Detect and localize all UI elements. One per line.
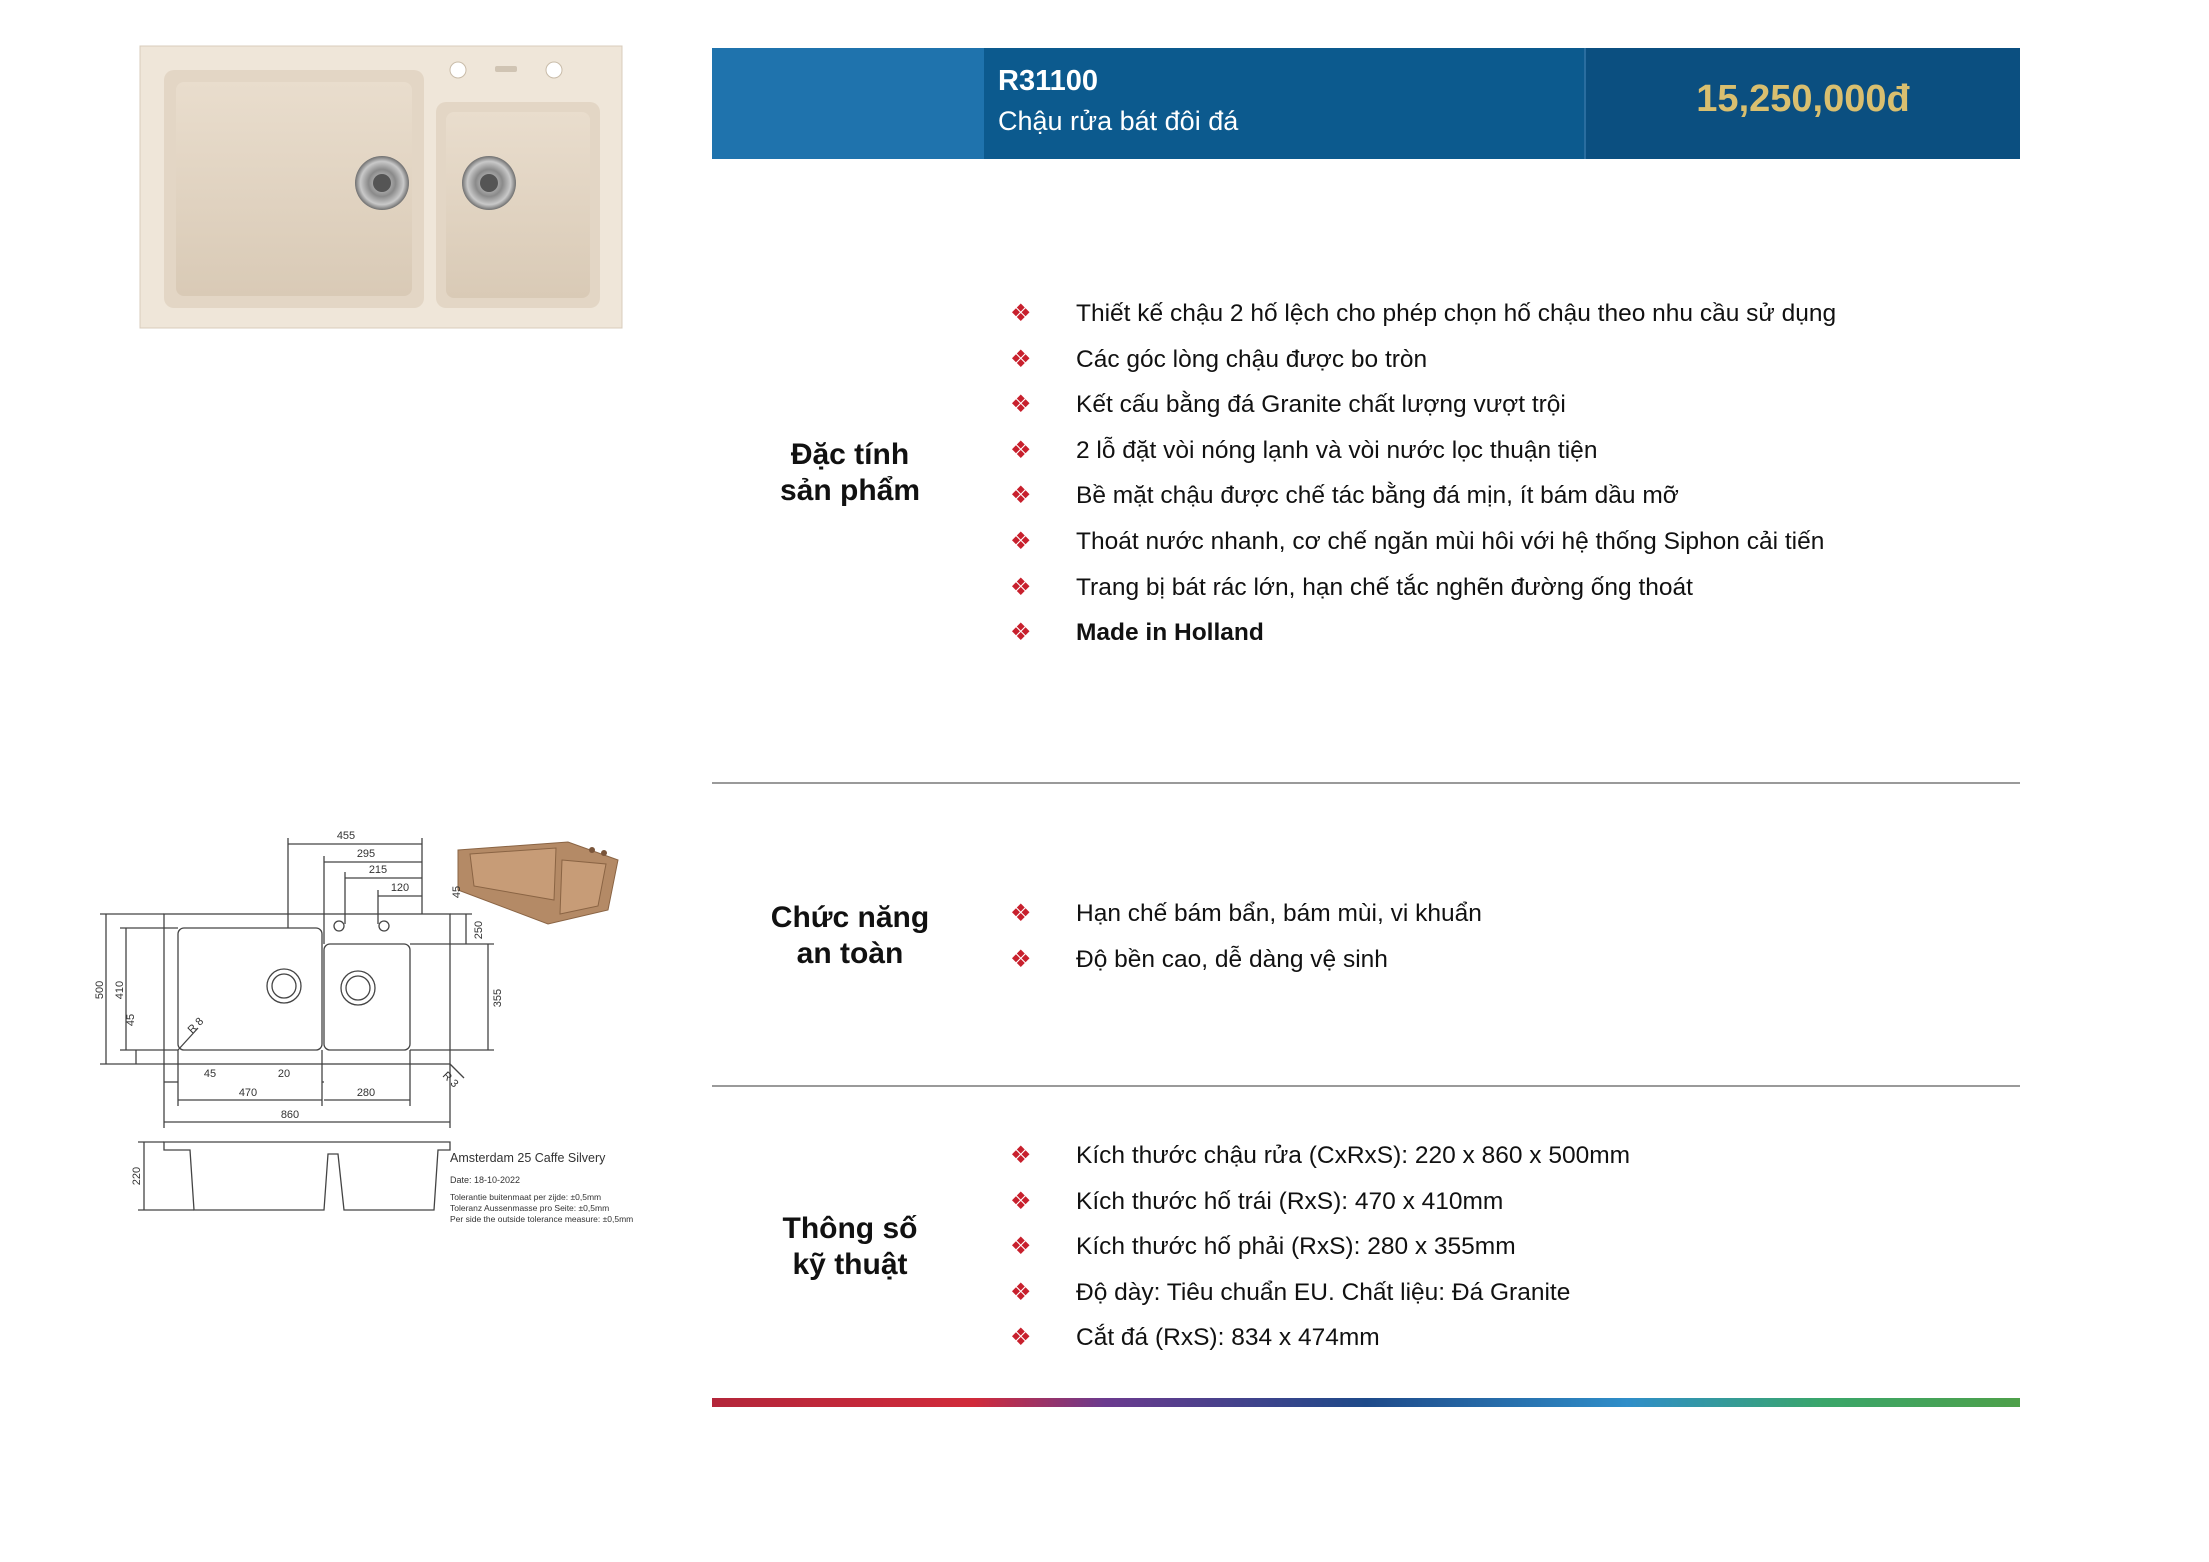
list-item: ❖ Trang bị bát rác lớn, hạn chế tắc nghẽn đường ống thoát bbox=[1010, 569, 1836, 615]
dimension-labels bbox=[94, 830, 504, 1185]
list-item: ❖ Cắt đá (RxS): 834 x 474mm bbox=[1010, 1319, 1630, 1365]
product-name: Chậu rửa bát đôi đá bbox=[998, 106, 1239, 136]
bullet-icon: ❖ bbox=[1010, 945, 1032, 973]
bullet-icon: ❖ bbox=[1010, 619, 1032, 647]
dim-label: 410 bbox=[114, 980, 126, 1000]
list-item: ❖ Hạn chế bám bẩn, bám mùi, vi khuẩn bbox=[1010, 895, 1482, 941]
dim-label: 860 bbox=[280, 1109, 300, 1121]
specs-list bbox=[1010, 1137, 1630, 1365]
product-header bbox=[712, 48, 2020, 159]
bullet-icon: ❖ bbox=[1010, 391, 1032, 419]
bullet-icon: ❖ bbox=[1010, 900, 1032, 927]
sink-outline bbox=[164, 914, 450, 1064]
section-title-features: Đặc tính sản phẩm bbox=[779, 438, 921, 507]
color-strip bbox=[712, 1398, 2020, 1407]
dim-label: 45 bbox=[203, 1068, 217, 1080]
list-item: ❖ Kích thước hố phải (RxS): 280 x 355mm bbox=[1010, 1228, 1630, 1274]
features-list bbox=[1010, 295, 1836, 660]
dim-label: 500 bbox=[94, 980, 106, 1000]
section-title-specs: Thông số kỹ thuật bbox=[782, 1212, 918, 1281]
bullet-icon: ❖ bbox=[1010, 1187, 1032, 1215]
bullet-icon: ❖ bbox=[1010, 1324, 1032, 1352]
bullet-icon: ❖ bbox=[1010, 482, 1032, 510]
dim-label: 215 bbox=[368, 864, 388, 876]
tolerance-note: Toleranz Aussenmasse pro Seite: ±0,5mm bbox=[450, 1203, 610, 1213]
safety-list bbox=[1010, 895, 1482, 986]
dim-label: 470 bbox=[238, 1087, 258, 1099]
list-item: ❖ Made in Holland bbox=[1010, 614, 1836, 660]
drawing-notes bbox=[450, 1151, 633, 1224]
dim-label: 455 bbox=[336, 830, 356, 842]
tolerance-note: Tolerantie buitenmaat per zijde: ±0,5mm bbox=[450, 1192, 602, 1202]
dim-label: 45 bbox=[125, 1013, 137, 1027]
side-profile bbox=[164, 1142, 450, 1210]
bullet-icon: ❖ bbox=[1010, 300, 1032, 327]
bullet-icon: ❖ bbox=[1010, 345, 1032, 373]
section-divider bbox=[712, 1085, 2020, 1087]
list-item: ❖ Kích thước hố trái (RxS): 470 x 410mm bbox=[1010, 1183, 1630, 1229]
list-item: ❖ Thoát nước nhanh, cơ chế ngăn mùi hôi với hệ thống Siphon cải tiến bbox=[1010, 523, 1836, 569]
product-photo bbox=[140, 46, 622, 328]
dim-label: 280 bbox=[356, 1087, 376, 1099]
bullet-icon: ❖ bbox=[1010, 1278, 1032, 1306]
dim-label: R 8 bbox=[185, 1015, 207, 1037]
bullet-icon: ❖ bbox=[1010, 527, 1032, 555]
list-item: ❖ Thiết kế chậu 2 hố lệch cho phép chọn hố chậu theo nhu cầu sử dụng bbox=[1010, 295, 1836, 341]
section-divider bbox=[712, 782, 2020, 784]
dim-label: 120 bbox=[390, 882, 410, 894]
bullet-icon: ❖ bbox=[1010, 1142, 1032, 1169]
section-title-safety: Chức năng an toàn bbox=[770, 901, 930, 970]
bullet-icon: ❖ bbox=[1010, 1233, 1032, 1261]
list-item: ❖ Độ bền cao, dễ dàng vệ sinh bbox=[1010, 941, 1482, 987]
tolerance-note: Per side the outside tolerance measure: ±0,5mm bbox=[450, 1214, 634, 1224]
bullet-icon: ❖ bbox=[1010, 573, 1032, 601]
dim-label: 220 bbox=[131, 1166, 143, 1186]
dim-label: 250 bbox=[473, 920, 485, 940]
sink-3d-thumbnail bbox=[458, 842, 618, 924]
list-item: ❖ 2 lỗ đặt vòi nóng lạnh và vòi nước lọc thuận tiện bbox=[1010, 432, 1836, 478]
list-item: ❖ Các góc lòng chậu được bo tròn bbox=[1010, 341, 1836, 387]
header-price-block bbox=[1584, 48, 2020, 159]
product-price: 15,250,000đ bbox=[1696, 78, 1910, 120]
technical-drawing bbox=[94, 820, 692, 1240]
model-name: Amsterdam 25 Caffe Silvery bbox=[450, 1151, 606, 1165]
dim-label: R 3 bbox=[439, 1069, 461, 1091]
header-accent-block bbox=[712, 48, 984, 159]
right-bowl-outline bbox=[324, 944, 410, 1050]
bullet-icon: ❖ bbox=[1010, 436, 1032, 464]
dim-label: 295 bbox=[356, 848, 376, 860]
drawing-date: Date: 18-10-2022 bbox=[450, 1175, 521, 1185]
product-code: R31100 bbox=[998, 65, 1098, 97]
list-item: ❖ Kết cấu bằng đá Granite chất lượng vượt trội bbox=[1010, 386, 1836, 432]
list-item: ❖ Kích thước chậu rửa (CxRxS): 220 x 860 x 500mm bbox=[1010, 1137, 1630, 1183]
dim-label: 355 bbox=[492, 988, 504, 1008]
list-item: ❖ Độ dày: Tiêu chuẩn EU. Chất liệu: Đá Granite bbox=[1010, 1274, 1630, 1320]
dim-label: 20 bbox=[277, 1068, 291, 1080]
list-item: ❖ Bề mặt chậu được chế tác bằng đá mịn, ít bám dầu mỡ bbox=[1010, 477, 1836, 523]
dim-label: 45 bbox=[451, 885, 463, 899]
